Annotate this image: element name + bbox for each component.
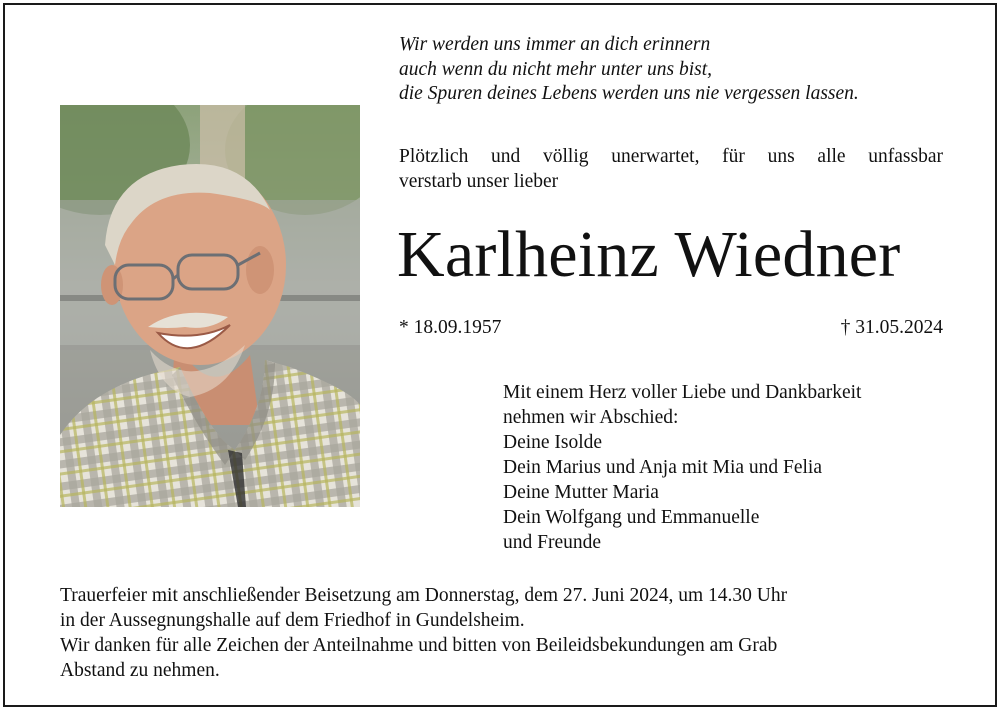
mourners-line: Mit einem Herz voller Liebe und Dankbarkeit xyxy=(503,382,862,403)
deceased-name: Karlheinz Wiedner xyxy=(397,218,901,291)
verse-line: Wir werden uns immer an dich erinnern xyxy=(399,34,711,55)
announcement-line: verstarb unser lieber xyxy=(399,171,559,192)
funeral-notice xyxy=(60,583,950,683)
announcement-line: Plötzlich und völlig unerwartet, für uns alle unfassbar xyxy=(399,146,943,167)
funeral-notice-line: Trauerfeier mit anschließender Beisetzung am Donnerstag, dem 27. Juni 2024, um 14.30 Uhr xyxy=(60,585,788,606)
funeral-notice-line: in der Aussegnungshalle auf dem Friedhof in Gundelsheim. xyxy=(60,610,525,631)
mourners-line: nehmen wir Abschied: xyxy=(503,407,679,428)
mourners-line: Deine Mutter Maria xyxy=(503,482,659,503)
announcement-text xyxy=(399,144,943,194)
obituary-card xyxy=(3,3,997,707)
mourners-list xyxy=(503,380,953,555)
funeral-notice-line: Wir danken für alle Zeichen der Anteilnahme und bitten von Beileidsbekundungen am Grab xyxy=(60,635,778,656)
mourners-line: Deine Isolde xyxy=(503,432,603,453)
verse-line: auch wenn du nicht mehr unter uns bist, xyxy=(399,58,713,80)
mourners-line: und Freunde xyxy=(503,532,602,553)
memorial-verse xyxy=(399,33,959,107)
mourners-line: Dein Marius und Anja mit Mia und Felia xyxy=(503,457,823,478)
verse-line: die Spuren deines Lebens werden uns nie vergessen lassen. xyxy=(399,83,859,104)
death-date: † 31.05.2024 xyxy=(840,317,943,338)
birth-date: * 18.09.1957 xyxy=(399,317,502,338)
portrait-photo xyxy=(60,105,360,507)
funeral-notice-line: Abstand zu nehmen. xyxy=(60,660,220,681)
portrait-illustration xyxy=(60,105,360,507)
mourners-line: Dein Wolfgang und Emmanuelle xyxy=(503,507,760,528)
